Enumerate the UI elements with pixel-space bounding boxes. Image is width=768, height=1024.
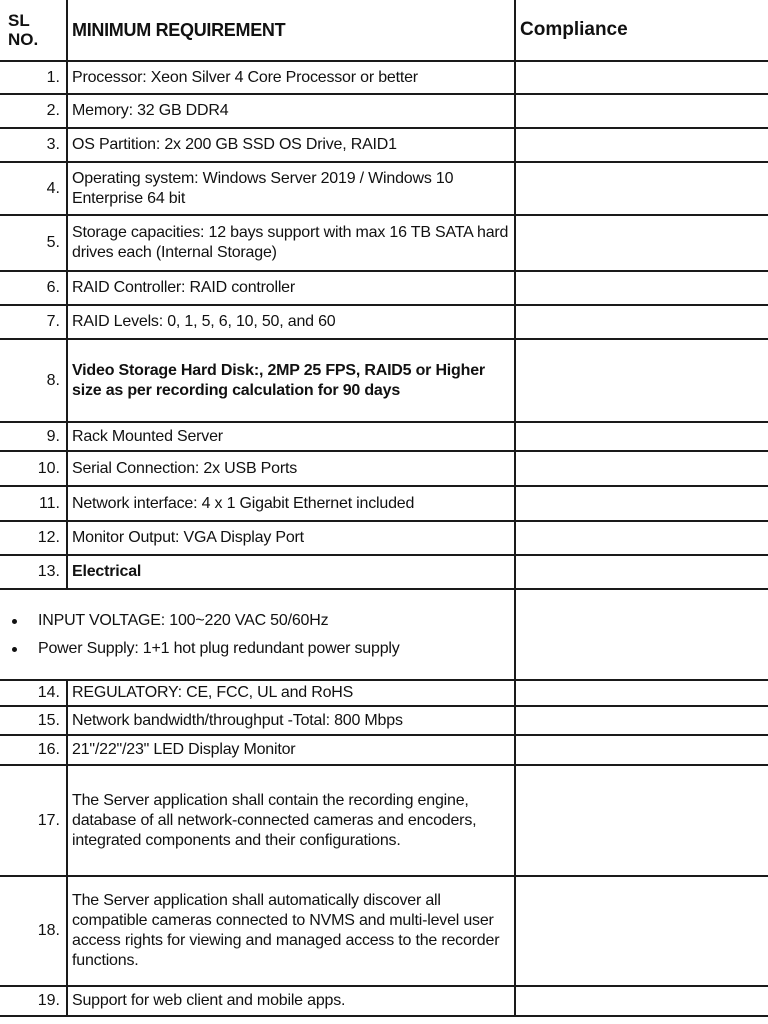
row-sl-number: 10. bbox=[0, 451, 67, 486]
row-sl-number: 18. bbox=[0, 876, 67, 986]
row-sl-number: 16. bbox=[0, 735, 67, 765]
table-row bbox=[0, 61, 768, 94]
table-row bbox=[0, 555, 768, 589]
table-row bbox=[0, 94, 768, 128]
header-compliance: Compliance bbox=[515, 0, 768, 61]
row-sl-number: 6. bbox=[0, 271, 67, 305]
table-row bbox=[0, 986, 768, 1016]
compliance-cell[interactable] bbox=[515, 305, 768, 339]
table-row bbox=[0, 486, 768, 521]
compliance-cell[interactable] bbox=[515, 422, 768, 451]
electrical-bullet-list bbox=[4, 607, 510, 663]
compliance-cell[interactable] bbox=[515, 271, 768, 305]
table-row bbox=[0, 162, 768, 215]
row-sl-number: 14. bbox=[0, 680, 67, 706]
compliance-cell[interactable] bbox=[515, 986, 768, 1016]
requirement-text: Storage capacities: 12 bays support with max 16 TB SATA hard drives each (Internal Storage) bbox=[67, 215, 515, 271]
requirement-text: Video Storage Hard Disk:, 2MP 25 FPS, RAID5 or Higher size as per recording calculation for 90 days bbox=[67, 339, 515, 422]
table-row bbox=[0, 706, 768, 735]
table-row bbox=[0, 305, 768, 339]
table-row bbox=[0, 521, 768, 555]
requirement-text: Monitor Output: VGA Display Port bbox=[67, 521, 515, 555]
compliance-cell[interactable] bbox=[515, 339, 768, 422]
compliance-cell[interactable] bbox=[515, 735, 768, 765]
row-sl-number: 13. bbox=[0, 555, 67, 589]
requirement-text: Memory: 32 GB DDR4 bbox=[67, 94, 515, 128]
requirement-text: Serial Connection: 2x USB Ports bbox=[67, 451, 515, 486]
row-sl-number: 4. bbox=[0, 162, 67, 215]
electrical-details-cell bbox=[0, 589, 515, 680]
table-row bbox=[0, 422, 768, 451]
table-row bbox=[0, 765, 768, 876]
requirement-text: 21"/22"/23" LED Display Monitor bbox=[67, 735, 515, 765]
table-row bbox=[0, 680, 768, 706]
row-sl-number: 12. bbox=[0, 521, 67, 555]
compliance-cell[interactable] bbox=[515, 876, 768, 986]
electrical-details-row bbox=[0, 589, 768, 680]
compliance-cell[interactable] bbox=[515, 94, 768, 128]
header-sl-no: SL NO. bbox=[0, 0, 67, 61]
requirement-text: Operating system: Windows Server 2019 / Windows 10 Enterprise 64 bit bbox=[67, 162, 515, 215]
table-row bbox=[0, 339, 768, 422]
electrical-bullet-item: Power Supply: 1+1 hot plug redundant power supply bbox=[38, 635, 510, 663]
header-row bbox=[0, 0, 768, 61]
compliance-cell[interactable] bbox=[515, 486, 768, 521]
row-sl-number: 3. bbox=[0, 128, 67, 162]
row-sl-number: 9. bbox=[0, 422, 67, 451]
requirement-text: REGULATORY: CE, FCC, UL and RoHS bbox=[67, 680, 515, 706]
row-sl-number: 7. bbox=[0, 305, 67, 339]
row-sl-number: 15. bbox=[0, 706, 67, 735]
compliance-cell[interactable] bbox=[515, 765, 768, 876]
row-sl-number: 11. bbox=[0, 486, 67, 521]
compliance-cell[interactable] bbox=[515, 521, 768, 555]
compliance-cell[interactable] bbox=[515, 215, 768, 271]
requirement-text: Electrical bbox=[67, 555, 515, 589]
compliance-cell[interactable] bbox=[515, 589, 768, 680]
row-sl-number: 19. bbox=[0, 986, 67, 1016]
requirement-text: Rack Mounted Server bbox=[67, 422, 515, 451]
compliance-cell[interactable] bbox=[515, 61, 768, 94]
requirement-text: The Server application shall contain the recording engine, database of all network-connected cameras and encoders, integrated components and their configurations. bbox=[67, 765, 515, 876]
compliance-cell[interactable] bbox=[515, 162, 768, 215]
compliance-cell[interactable] bbox=[515, 680, 768, 706]
header-minimum-requirement: MINIMUM REQUIREMENT bbox=[67, 0, 515, 61]
row-sl-number: 5. bbox=[0, 215, 67, 271]
compliance-cell[interactable] bbox=[515, 555, 768, 589]
table-row bbox=[0, 271, 768, 305]
requirement-text: Support for web client and mobile apps. bbox=[67, 986, 515, 1016]
requirement-text: The Server application shall automatically discover all compatible cameras connected to NVMS and multi-level user access rights for viewing and managed access to the recorder functions. bbox=[67, 876, 515, 986]
row-sl-number: 17. bbox=[0, 765, 67, 876]
table-row bbox=[0, 215, 768, 271]
row-sl-number: 1. bbox=[0, 61, 67, 94]
table-row bbox=[0, 128, 768, 162]
compliance-cell[interactable] bbox=[515, 128, 768, 162]
compliance-cell[interactable] bbox=[515, 706, 768, 735]
row-sl-number: 8. bbox=[0, 339, 67, 422]
electrical-bullet-item: INPUT VOLTAGE: 100~220 VAC 50/60Hz bbox=[38, 607, 510, 635]
requirement-text: RAID Controller: RAID controller bbox=[67, 271, 515, 305]
row-sl-number: 2. bbox=[0, 94, 67, 128]
requirement-text: OS Partition: 2x 200 GB SSD OS Drive, RAID1 bbox=[67, 128, 515, 162]
table-row bbox=[0, 735, 768, 765]
requirement-text: Processor: Xeon Silver 4 Core Processor or better bbox=[67, 61, 515, 94]
requirement-text: Network interface: 4 x 1 Gigabit Ethernet included bbox=[67, 486, 515, 521]
table-row bbox=[0, 876, 768, 986]
table-row bbox=[0, 451, 768, 486]
requirement-text: Network bandwidth/throughput -Total: 800 Mbps bbox=[67, 706, 515, 735]
compliance-cell[interactable] bbox=[515, 451, 768, 486]
requirement-text: RAID Levels: 0, 1, 5, 6, 10, 50, and 60 bbox=[67, 305, 515, 339]
